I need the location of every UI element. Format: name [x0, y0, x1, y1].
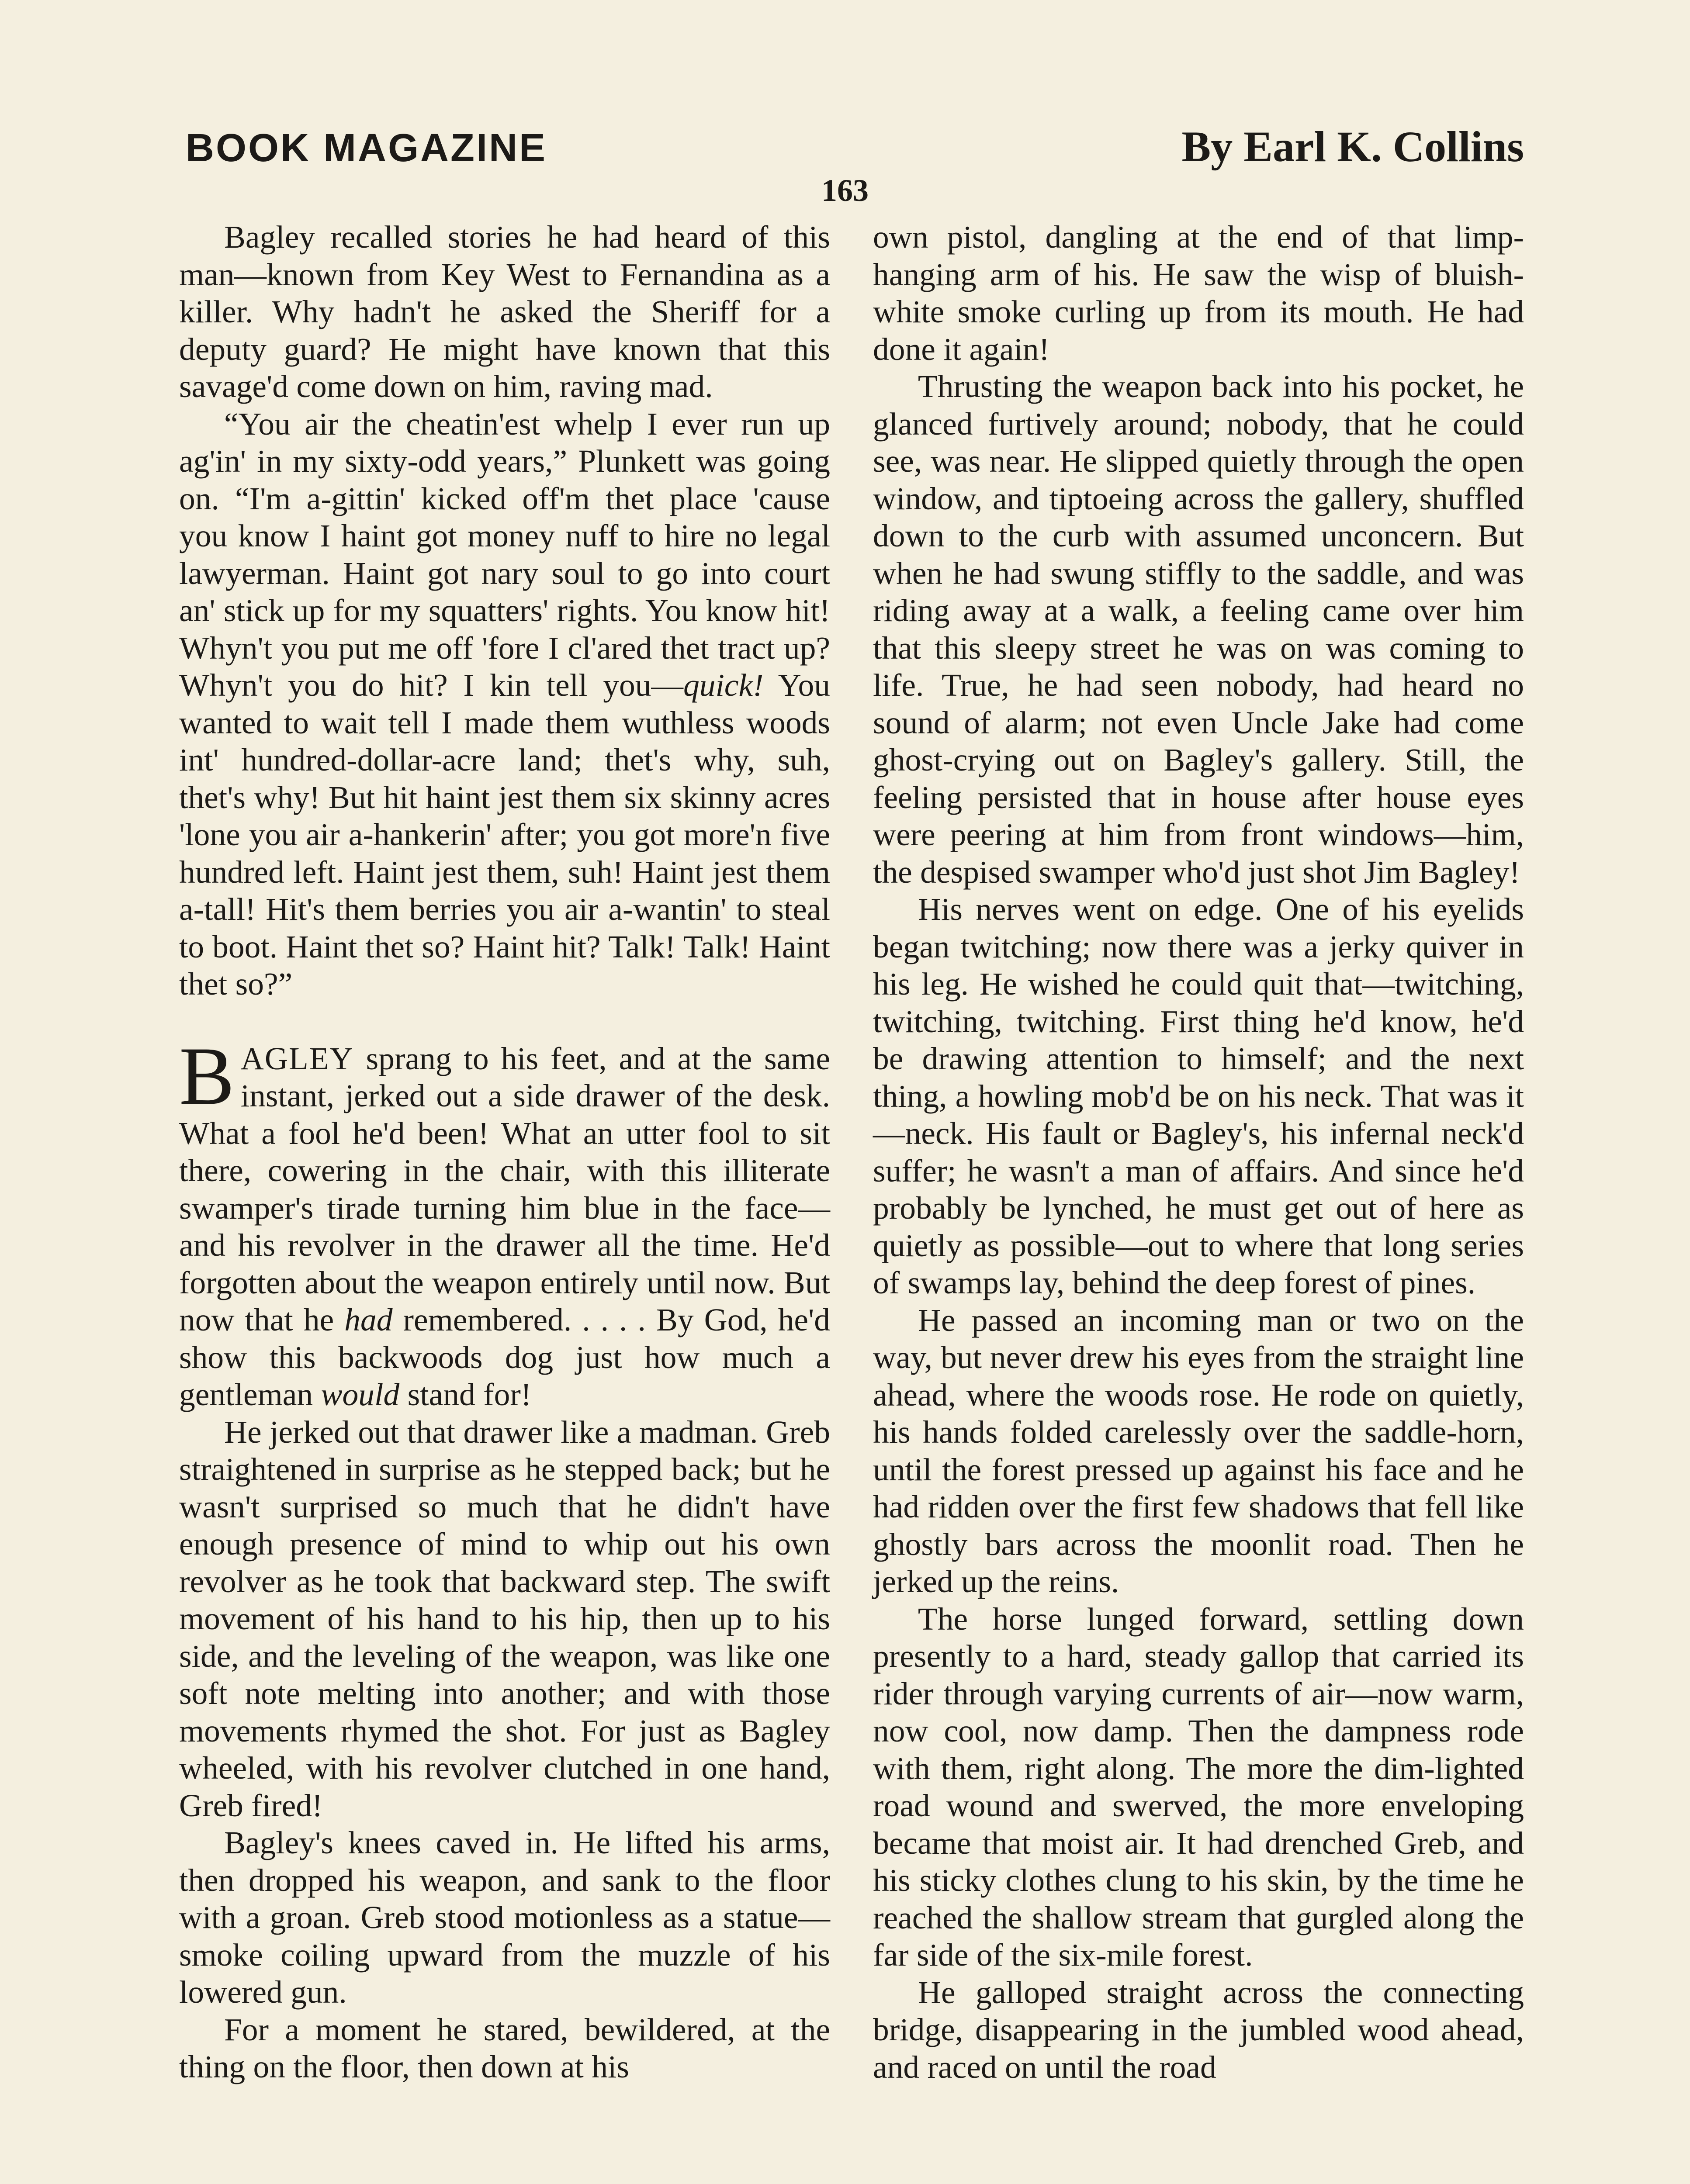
paragraph	[873, 218, 1524, 368]
paragraph-text: remembered. . . . . By God, he'd show this backwoods dog just how much a gentleman	[179, 1302, 830, 1412]
paragraph-text: own pistol, dangling at the end of that limp-hanging arm of his. He saw the wisp of bluish-white smoke curling up from its mouth. He had done it again!	[873, 219, 1524, 367]
left-column	[179, 218, 830, 2086]
paragraph-text: He passed an incoming man or two on the way, but never drew his eyes from the straight line ahead, where the woods rose. He rode on quietly, his hands folded carelessly over the saddle-horn, until the forest pressed up against his face and he had ridden over the first few shadows that fell like ghostly bars across the moonlit road. Then he jerked up the reins.	[873, 1302, 1524, 1599]
paragraph-text: Bagley recalled stories he had heard of this man—known from Key West to Fernandina as a killer. Why hadn't he asked the Sheriff for a deputy guard? He might have known that this savage'd come down on him, raving mad.	[179, 219, 830, 404]
paragraph	[179, 218, 830, 405]
right-column	[873, 218, 1524, 2086]
paragraph-text: He jerked out that drawer like a madman. Greb straightened in surprise as he stepped back; but he wasn't surprised so much that he didn't have enough presence of mind to whip out his own revolver as he took that backward step. The swift movement of his hand to his hip, then up to his side, and the leveling of the weapon, was like one soft note melting into another; and with those movements rhymed the shot. For just as Bagley wheeled, with his revolver clutched in one hand, Greb fired!	[179, 1414, 830, 1823]
paragraph	[873, 891, 1524, 1302]
paragraph	[179, 2011, 830, 2086]
paragraph	[873, 1302, 1524, 1600]
paragraph	[179, 405, 830, 1003]
paragraph	[873, 368, 1524, 891]
paragraph-text: stand for!	[399, 1377, 532, 1412]
paragraph	[179, 1413, 830, 1825]
paragraph-text: Bagley's knees caved in. He lifted his arms, then dropped his weapon, and sank to the floor with a groan. Greb stood motionless as a statue—smoke coiling upward from the muzzle of his lowered gun.	[179, 1825, 830, 2010]
emphasis: quick!	[683, 667, 764, 703]
paragraph-text: The horse lunged forward, settling down presently to a hard, steady gallop that carried its rider through varying currents of air—now warm, now cool, now damp. Then the dampness rode with them, right along. The more the dim-lighted road wound and swerved, the more enveloping became that moist air. It had drenched Greb, and his sticky clothes clung to his skin, by the time he reached the shallow stream that gurgled along the far side of the six-mile forest.	[873, 1601, 1524, 1973]
paragraph-text: sprang to his feet, and at the same instant, jerked out a side drawer of the desk. What a fool he'd been! What an utter fool to sit there, cowering in the chair, with this illiterate swamper's tirade turning him blue in the face—and his revolver in the drawer all the time. He'd forgotten about the weapon entirely until now. But now that he	[179, 1040, 830, 1337]
page-number: 163	[821, 173, 869, 208]
author-byline: By Earl K. Collins	[1181, 122, 1524, 171]
paragraph	[179, 1824, 830, 2011]
paragraph-text: “You air the cheatin'est whelp I ever run up ag'in' in my sixty-odd years,” Plunkett was going on. “I'm a-gittin' kicked off'm thet place 'cause you know I haint got money nuff to hire no legal lawyerman. Haint got nary soul to go into court an' stick up for my squatters' rights. You know hit! Whyn't you put me off 'fore I cl'ared thet tract up? Whyn't you do hit? I kin tell you—	[179, 406, 830, 703]
magazine-title: BOOK MAGAZINE	[186, 126, 547, 170]
paragraph-text: His nerves went on edge. One of his eyelids began twitching; now there was a jerky quiver in his leg. He wished he could quit that—twitching, twitching, twitching. First thing he'd know, he'd be drawing attention to himself; and the next thing, a howling mob'd be on his neck. That was it—neck. His fault or Bagley's, his infernal neck'd suffer; he wasn't a man of affairs. And since he'd probably be lynched, he must get out of here as quietly as possible—out to where that long series of swamps lay, behind the deep forest of pines.	[873, 892, 1524, 1300]
paragraph-text: You wanted to wait tell I made them wuthless woods int' hundred-dollar-acre land; thet's why, suh, thet's why! But hit haint jest them six skinny acres 'lone you air a-hankerin' after; you got more'n five hundred left. Haint jest them, suh! Haint jest them a-tall! Hit's them berries you air a-wantin' to steal to boot. Haint thet so? Haint hit? Talk! Talk! Haint thet so?”	[179, 667, 830, 1002]
paragraph-text: Thrusting the weapon back into his pocket, he glanced furtively around; nobody, that he could see, was near. He slipped quietly through the open window, and tiptoeing across the gallery, shuffled down to the curb with assumed unconcern. But when he had swung stiffly to the saddle, and was riding away at a walk, a feeling came over him that this sleepy street he was on was coming to life. True, he had seen nobody, had heard no sound of alarm; not even Uncle Jake had come ghost-crying out on Bagley's gallery. Still, the feeling persisted that in house after house eyes were peering at him from front windows—him, the despised swamper who'd just shot Jim Bagley!	[873, 369, 1524, 890]
paragraph	[873, 1600, 1524, 1974]
paragraph-text: For a moment he stared, bewildered, at the thing on the floor, then down at his	[179, 2011, 830, 2084]
smallcaps-lead: AGLEY	[240, 1040, 354, 1076]
emphasis: would	[321, 1377, 400, 1412]
paragraph	[873, 1974, 1524, 2086]
emphasis: had	[344, 1302, 393, 1337]
paragraph-dropcap	[179, 1030, 830, 1413]
drop-cap: B	[179, 1030, 235, 1122]
paragraph-text: He galloped straight across the connecting bridge, disappearing in the jumbled wood ahead, and raced on until the road	[873, 1974, 1524, 2085]
